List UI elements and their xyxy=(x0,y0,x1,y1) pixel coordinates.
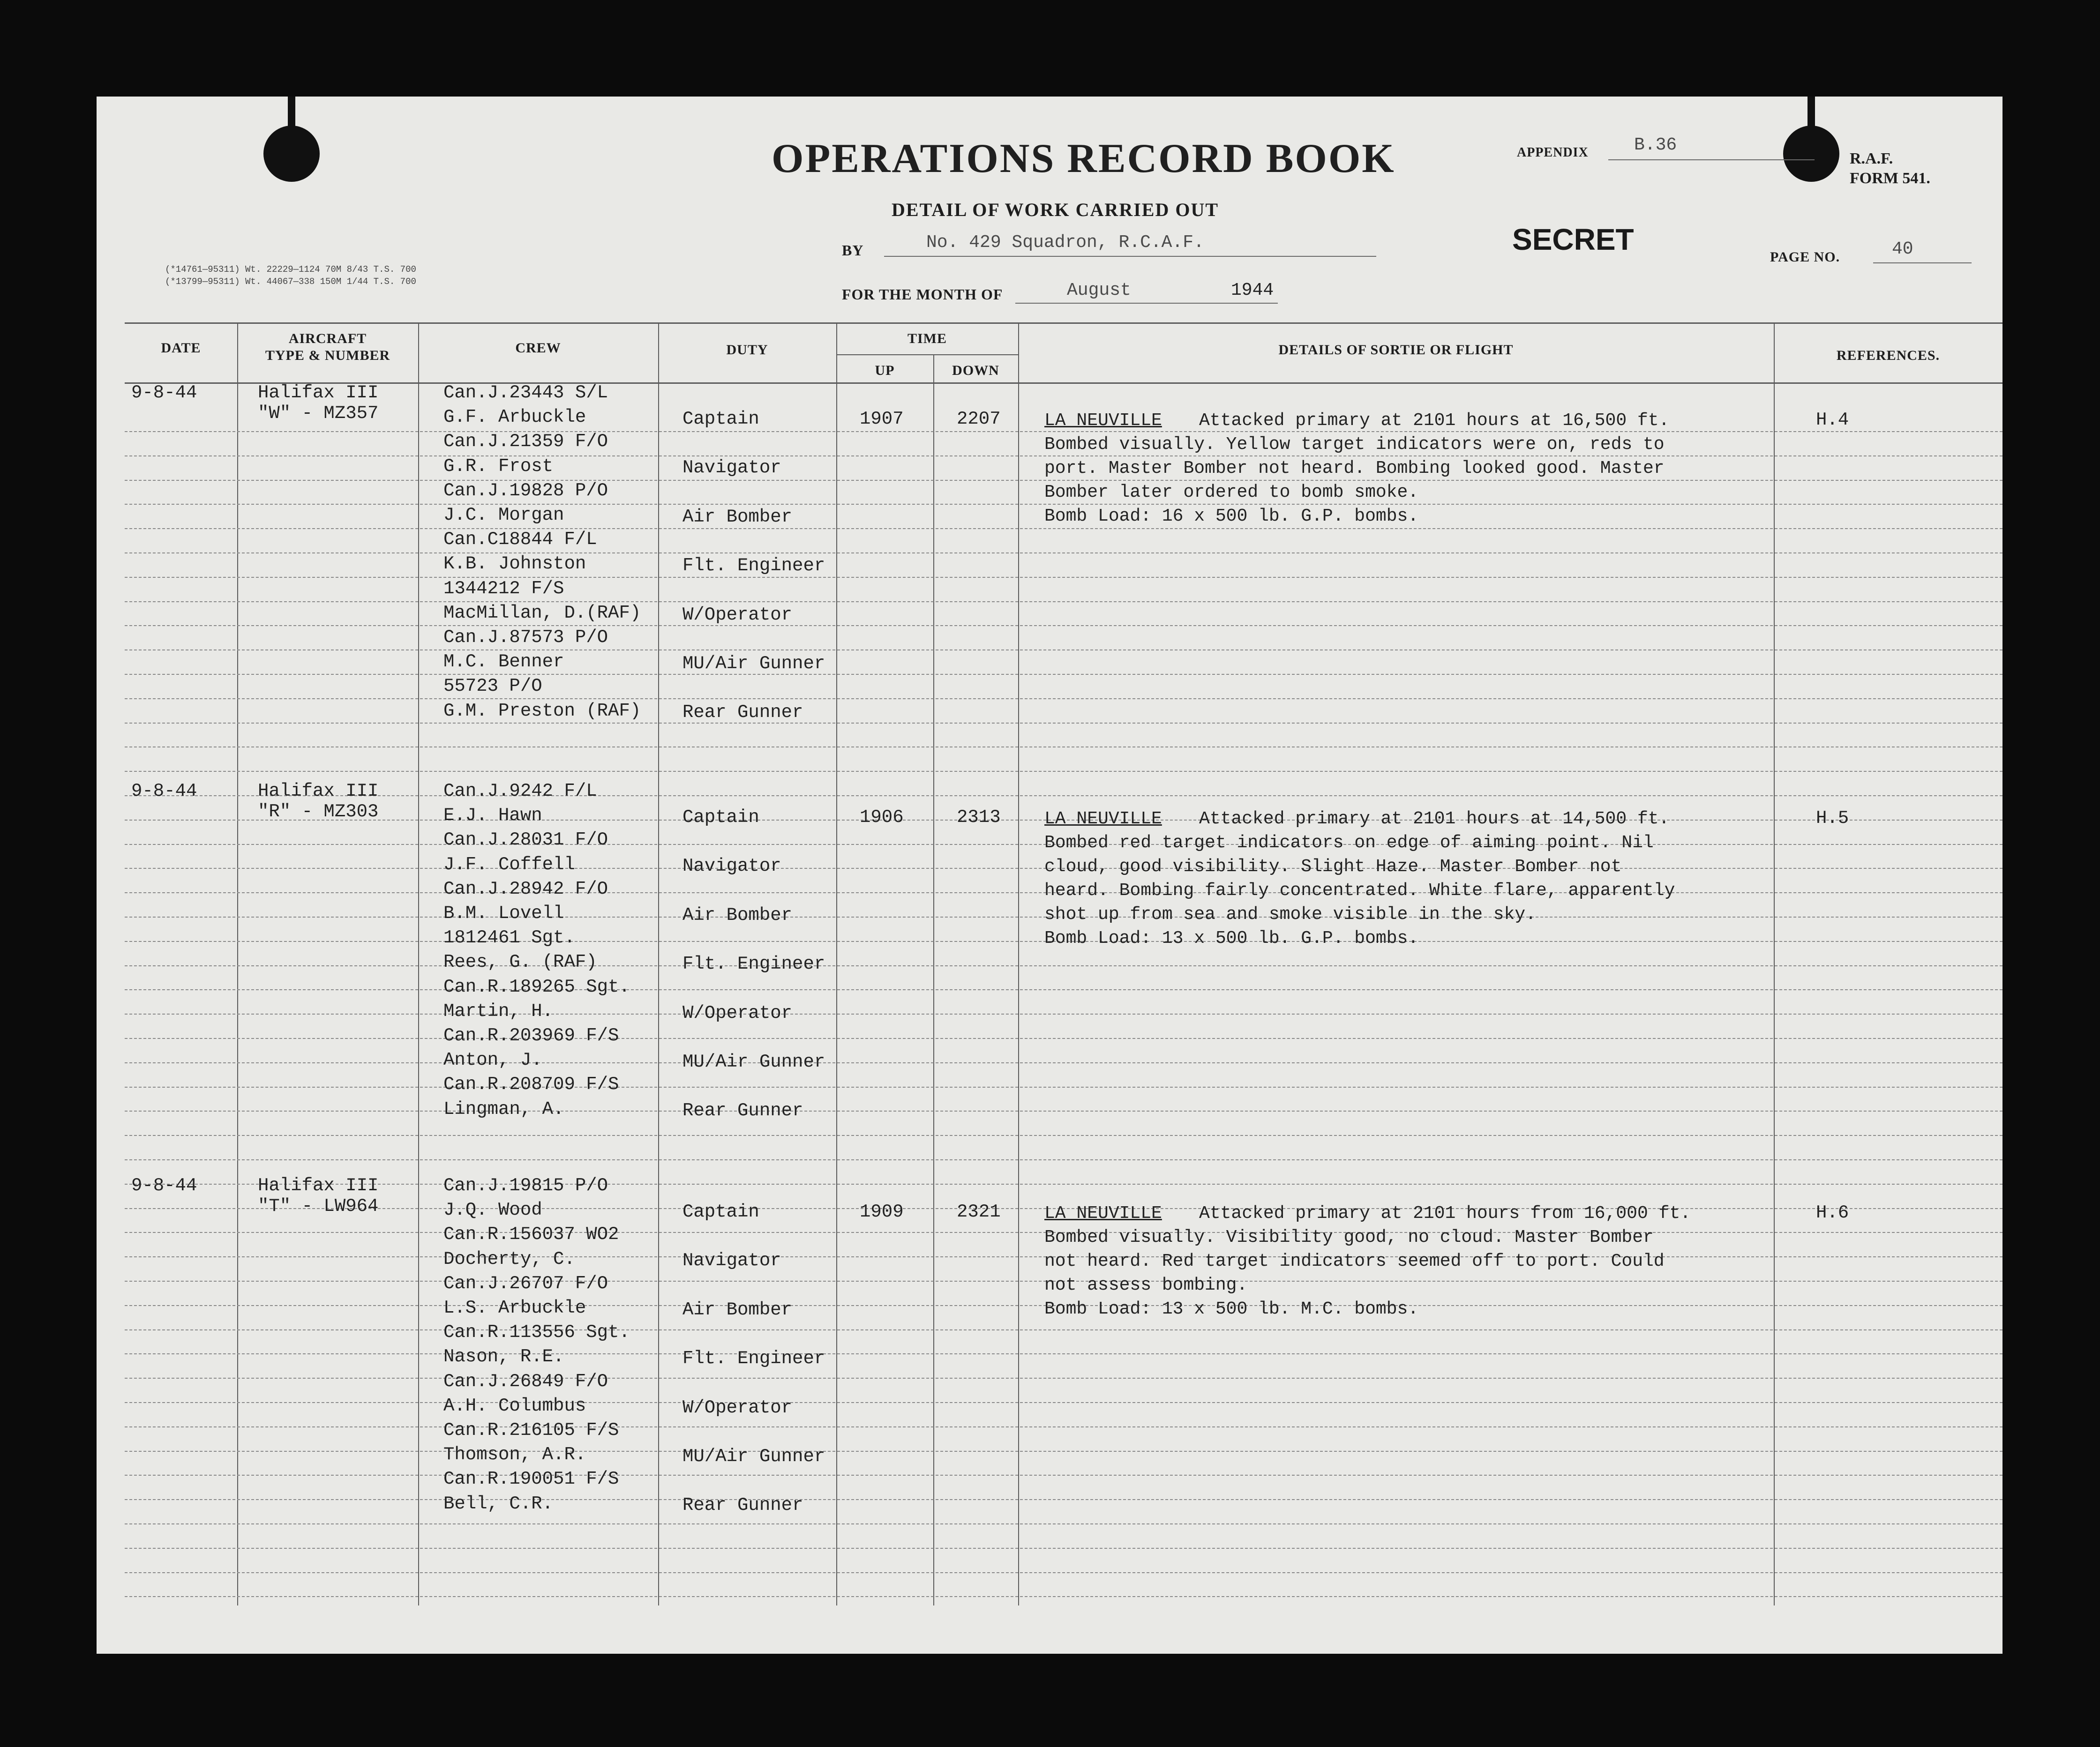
crew-entry: Can.J.19828 P/O xyxy=(443,480,608,501)
sortie-detail-line: cloud, good visibility. Slight Haze. Master Bomber not xyxy=(1044,857,1622,877)
crew-entry: Can.J.9242 F/L xyxy=(443,781,597,801)
ruled-line xyxy=(125,577,2002,578)
ruled-line xyxy=(125,1014,2002,1015)
ruled-line xyxy=(125,1499,2002,1500)
ruled-line xyxy=(125,1135,2002,1136)
duty-entry: W/Operator xyxy=(682,1003,793,1023)
record-sheet xyxy=(97,97,2002,1654)
crew-entry: Docherty, C. xyxy=(443,1249,575,1269)
crew-entry: Can.J.28942 F/O xyxy=(443,879,608,899)
sortie-detail-line: not heard. Red target indicators seemed off to port. Could xyxy=(1044,1251,1665,1271)
crew-entry: G.F. Arbuckle xyxy=(443,407,586,427)
ruled-line xyxy=(125,698,2002,699)
duty-entry: Captain xyxy=(682,409,759,429)
crew-entry: Bell, C.R. xyxy=(443,1493,554,1514)
column-header-duty: DUTY xyxy=(726,342,768,358)
duty-entry: Captain xyxy=(682,807,759,828)
crew-entry: Can.R.190051 F/S xyxy=(443,1469,619,1489)
reference-code: H.4 xyxy=(1816,410,1849,430)
ruled-line xyxy=(125,1329,2002,1330)
crew-entry: 55723 P/O xyxy=(443,676,542,696)
column-header-aircraft-type: TYPE & NUMBER xyxy=(265,348,390,363)
sortie-detail-line: Bomb Load: 13 x 500 lb. G.P. bombs. xyxy=(1044,928,1419,948)
ruled-line xyxy=(125,1111,2002,1112)
header-bottom-border xyxy=(125,382,2002,384)
duty-entry: Air Bomber xyxy=(682,905,793,926)
appendix-value: B.36 xyxy=(1634,135,1677,155)
sortie-detail-line: Bomb Load: 13 x 500 lb. M.C. bombs. xyxy=(1044,1299,1419,1319)
secret-stamp: SECRET xyxy=(1512,223,1634,256)
duty-entry: MU/Air Gunner xyxy=(682,1446,825,1467)
punch-hole-right xyxy=(1783,126,1839,182)
sortie-date: 9-8-44 xyxy=(131,1175,197,1196)
column-header-down: DOWN xyxy=(952,363,999,378)
time-down: 2207 xyxy=(957,409,1001,429)
duty-entry: MU/Air Gunner xyxy=(682,653,825,674)
ruled-line xyxy=(125,1378,2002,1379)
duty-entry: Air Bomber xyxy=(682,507,793,527)
ruled-line xyxy=(125,989,2002,990)
target-name: LA NEUVILLE xyxy=(1044,1203,1162,1224)
page-subtitle: DETAIL OF WORK CARRIED OUT xyxy=(892,199,1219,220)
crew-entry: B.M. Lovell xyxy=(443,903,564,924)
duty-entry: Rear Gunner xyxy=(682,702,803,723)
ruled-line xyxy=(125,771,2002,772)
aircraft-number: "T" - LW964 xyxy=(258,1196,379,1217)
page-title: OPERATIONS RECORD BOOK xyxy=(772,136,1395,181)
form-label-number: FORM 541. xyxy=(1850,170,1930,187)
crew-entry: J.F. Coffell xyxy=(443,854,575,875)
ruled-line xyxy=(125,723,2002,724)
sortie-detail-line: Bombed visually. Yellow target indicators were on, reds to xyxy=(1044,434,1665,455)
crew-entry: Can.R.113556 Sgt. xyxy=(443,1322,630,1343)
crew-entry: Can.J.26707 F/O xyxy=(443,1273,608,1294)
column-divider xyxy=(1018,322,1019,1605)
ruled-line xyxy=(125,1159,2002,1160)
crew-entry: Rees, G. (RAF) xyxy=(443,952,597,972)
reference-code: H.6 xyxy=(1816,1202,1849,1223)
crew-entry: M.C. Benner xyxy=(443,651,564,672)
month-underline xyxy=(1015,303,1278,304)
crew-entry: K.B. Johnston xyxy=(443,553,586,574)
ruled-line xyxy=(125,1426,2002,1427)
crew-entry: G.R. Frost xyxy=(443,456,554,477)
print-code-1: (*14761—95311) Wt. 22229—1124 70M 8/43 T.S. 700 xyxy=(165,264,416,275)
time-up: 1909 xyxy=(860,1202,904,1222)
column-header-crew: CREW xyxy=(515,340,561,356)
crew-entry: Can.J.26849 F/O xyxy=(443,1371,608,1392)
crew-entry: Can.R.203969 F/S xyxy=(443,1025,619,1046)
sortie-detail-line: Bomber later ordered to bomb smoke. xyxy=(1044,482,1419,502)
column-header-details: DETAILS OF SORTIE OR FLIGHT xyxy=(1278,342,1514,358)
duty-entry: Navigator xyxy=(682,457,781,478)
duty-entry: Rear Gunner xyxy=(682,1495,803,1516)
ruled-line xyxy=(125,1087,2002,1088)
aircraft-number: "W" - MZ357 xyxy=(258,403,379,424)
ruled-line xyxy=(125,1402,2002,1403)
crew-entry: Thomson, A.R. xyxy=(443,1444,586,1465)
ruled-line xyxy=(125,795,2002,796)
ruled-line xyxy=(125,431,2002,432)
page-number-label: PAGE NO. xyxy=(1770,249,1840,265)
ruled-line xyxy=(125,1572,2002,1573)
target-name: LA NEUVILLE xyxy=(1044,411,1162,431)
crew-entry: L.S. Arbuckle xyxy=(443,1298,586,1318)
ruled-line xyxy=(125,1596,2002,1597)
duty-entry: Navigator xyxy=(682,856,781,876)
ruled-line xyxy=(125,552,2002,553)
page-number-value: 40 xyxy=(1892,239,1913,259)
crew-entry: J.Q. Wood xyxy=(443,1200,542,1220)
duty-entry: Flt. Engineer xyxy=(682,1348,825,1369)
crew-entry: 1812461 Sgt. xyxy=(443,927,575,948)
crew-entry: Can.R.216105 F/S xyxy=(443,1420,619,1441)
ruled-line xyxy=(125,674,2002,675)
crew-entry: Can.C18844 F/L xyxy=(443,529,597,550)
form-label xyxy=(1850,149,1930,188)
ruled-line xyxy=(125,480,2002,481)
column-header-date: DATE xyxy=(161,340,201,356)
crew-entry: Can.J.87573 P/O xyxy=(443,627,608,648)
ruled-line xyxy=(125,455,2002,456)
duty-entry: Navigator xyxy=(682,1250,781,1271)
aircraft-number: "R" - MZ303 xyxy=(258,801,379,822)
time-down: 2313 xyxy=(957,807,1001,828)
sortie-detail-line: not assess bombing. xyxy=(1044,1275,1248,1295)
ruled-line xyxy=(125,1184,2002,1185)
ruled-line xyxy=(125,504,2002,505)
crew-entry: Can.R.208709 F/S xyxy=(443,1074,619,1095)
crew-entry: E.J. Hawn xyxy=(443,805,542,826)
duty-entry: MU/Air Gunner xyxy=(682,1052,825,1072)
form-label-raf: R.A.F. xyxy=(1850,150,1893,167)
column-header-references: REFERENCES. xyxy=(1836,348,1940,363)
crew-entry: Can.J.23443 S/L xyxy=(443,382,608,403)
duty-entry: Rear Gunner xyxy=(682,1100,803,1121)
ruled-line xyxy=(125,1475,2002,1476)
ruled-line xyxy=(125,528,2002,529)
ruled-line xyxy=(125,1548,2002,1549)
crew-entry: Martin, H. xyxy=(443,1001,554,1022)
crew-entry: Can.J.21359 F/O xyxy=(443,431,608,452)
ruled-line xyxy=(125,1062,2002,1063)
ruled-line xyxy=(125,601,2002,602)
sortie-detail-line: Bombed visually. Visibility good, no cloud. Master Bomber xyxy=(1044,1227,1654,1247)
sortie-date: 9-8-44 xyxy=(131,382,197,403)
sortie-detail-line: heard. Bombing fairly concentrated. White flare, apparently xyxy=(1044,881,1675,901)
column-divider xyxy=(933,354,934,1605)
sortie-detail-line: Attacked primary at 2101 hours from 16,000 ft. xyxy=(1199,1203,1691,1224)
column-header-time: TIME xyxy=(907,331,947,346)
aircraft-type: Halifax III xyxy=(258,382,379,403)
crew-entry: Lingman, A. xyxy=(443,1099,564,1120)
sortie-detail-line: Bombed red target indicators on edge of aiming point. Nil xyxy=(1044,833,1654,853)
crew-entry: Can.J.28031 F/O xyxy=(443,829,608,850)
time-subheader-border xyxy=(836,354,1018,355)
sortie-detail-line: Attacked primary at 2101 hours at 14,500 ft. xyxy=(1199,809,1670,829)
page-number-underline xyxy=(1873,262,1972,263)
by-underline xyxy=(884,256,1376,257)
duty-entry: Flt. Engineer xyxy=(682,954,825,974)
crew-entry: J.C. Morgan xyxy=(443,505,564,525)
ruled-line xyxy=(125,1451,2002,1452)
duty-entry: Air Bomber xyxy=(682,1299,793,1320)
crew-entry: Can.R.189265 Sgt. xyxy=(443,977,630,997)
column-header-aircraft: AIRCRAFT xyxy=(288,331,367,346)
ruled-line xyxy=(125,625,2002,626)
appendix-label: APPENDIX xyxy=(1517,145,1589,160)
reference-code: H.5 xyxy=(1816,808,1849,829)
crew-entry: Anton, J. xyxy=(443,1050,542,1070)
crew-entry: MacMillan, D.(RAF) xyxy=(443,603,641,623)
squadron-value: No. 429 Squadron, R.C.A.F. xyxy=(926,232,1204,253)
duty-entry: W/Operator xyxy=(682,605,793,625)
month-label: FOR THE MONTH OF xyxy=(842,286,1003,303)
sortie-detail-line: Bomb Load: 16 x 500 lb. G.P. bombs. xyxy=(1044,506,1419,526)
crew-entry: Can.R.156037 WO2 xyxy=(443,1224,619,1245)
by-label: BY xyxy=(842,242,864,259)
column-divider xyxy=(237,322,238,1605)
punch-hole-left xyxy=(263,126,320,182)
ruled-line xyxy=(125,965,2002,966)
year-value: 1944 xyxy=(1231,280,1274,300)
ruled-line xyxy=(125,1523,2002,1524)
time-up: 1906 xyxy=(860,807,904,828)
table-top-border xyxy=(125,322,2002,324)
month-value: August xyxy=(1067,280,1131,300)
sortie-detail-line: Attacked primary at 2101 hours at 16,500 ft. xyxy=(1199,411,1670,431)
target-name: LA NEUVILLE xyxy=(1044,809,1162,829)
crew-entry: G.M. Preston (RAF) xyxy=(443,701,641,721)
column-header-up: UP xyxy=(875,363,895,378)
ruled-line xyxy=(125,1353,2002,1354)
appendix-underline xyxy=(1608,159,1815,160)
duty-entry: Captain xyxy=(682,1202,759,1222)
aircraft-type: Halifax III xyxy=(258,1175,379,1196)
duty-entry: Flt. Engineer xyxy=(682,555,825,576)
column-divider xyxy=(658,322,659,1605)
crew-entry: Can.J.19815 P/O xyxy=(443,1175,608,1196)
print-code-2: (*13799—95311) Wt. 44067—338 150M 1/44 T.S. 700 xyxy=(165,276,416,287)
column-divider xyxy=(418,322,419,1605)
sortie-detail-line: port. Master Bomber not heard. Bombing looked good. Master xyxy=(1044,458,1665,478)
time-up: 1907 xyxy=(860,409,904,429)
crew-entry: A.H. Columbus xyxy=(443,1396,586,1416)
sortie-detail-line: shot up from sea and smoke visible in the sky. xyxy=(1044,904,1536,925)
column-divider xyxy=(836,322,837,1605)
sortie-date: 9-8-44 xyxy=(131,781,197,801)
aircraft-type: Halifax III xyxy=(258,781,379,801)
time-down: 2321 xyxy=(957,1202,1001,1222)
crew-entry: 1344212 F/S xyxy=(443,578,564,599)
ruled-line xyxy=(125,1038,2002,1039)
crew-entry: Nason, R.E. xyxy=(443,1346,564,1367)
column-divider xyxy=(1774,322,1775,1605)
duty-entry: W/Operator xyxy=(682,1397,793,1418)
